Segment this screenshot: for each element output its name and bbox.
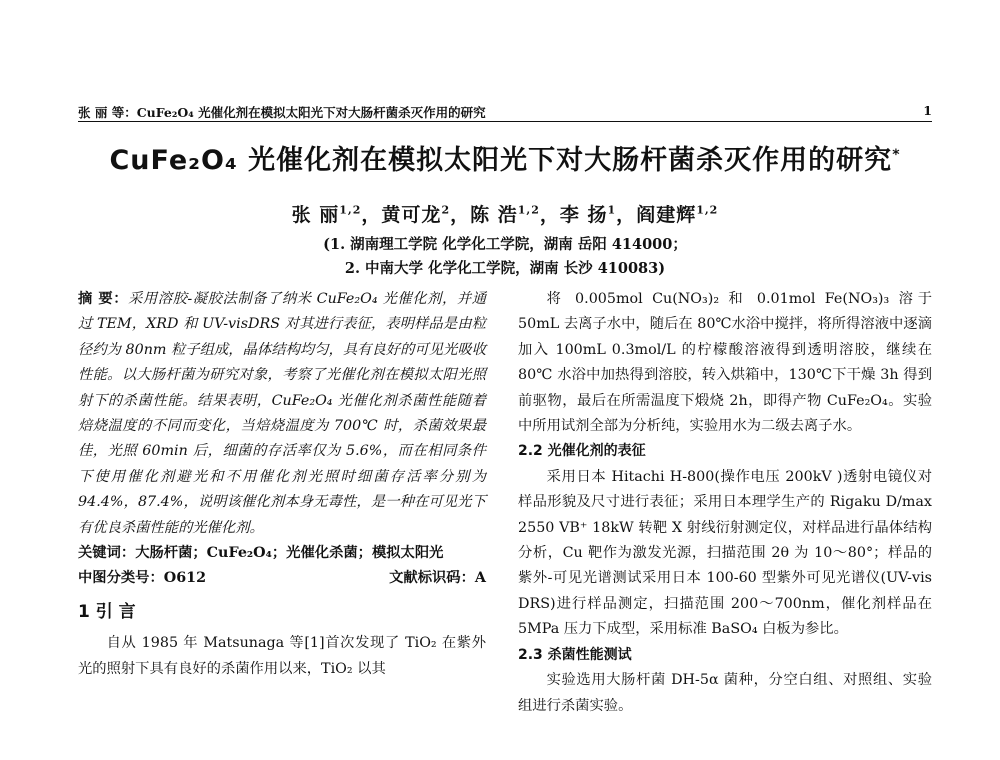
paper-title-text: CuFe₂O₄ 光催化剂在模拟太阳光下对大肠杆菌杀灭作用的研究 xyxy=(109,145,893,176)
author-affiliation-mark: 1,2 xyxy=(339,203,362,217)
keywords-text: 大肠杆菌；CuFe₂O₄；光催化杀菌；模拟太阳光 xyxy=(135,545,444,562)
abstract-text: 采用溶胶-凝胶法制备了纳米 CuFe₂O₄ 光催化剂，并通过 TEM，XRD 和 UV-visDRS 对其进行表征，表明样品是由粒径约为 80nm 粒子组成，晶体结构均匀，具有良好的可见光吸收性能。以大肠杆菌为研究对象，考察了光催化剂在模拟太阳光照射下的杀菌性能。结果表明，CuFe₂O₄ 光催化剂杀菌性能随着焙烧温度的不同而变化，当焙烧温度为 700℃ 时，杀菌效果最佳，光照 60min 后，细菌的存活率仅为 5.6%，而在相同条件下使用催化剂避光和不用催化剂光照时细菌存活率分别为 94.4%，87.4%，说明该催化剂本身无毒性，是一种在可见光下有优良杀菌性能的光催化剂。 xyxy=(78,291,486,536)
running-head xyxy=(78,103,932,121)
intro-paragraph: 自从 1985 年 Matsunaga 等[1]首次发现了 TiO₂ 在紫外光的照射下具有良好的杀菌作用以来，TiO₂ 以其 xyxy=(78,635,486,677)
synthesis-paragraph: 将 0.005mol Cu(NO₃)₂ 和 0.01mol Fe(NO₃)₃ 溶于 50mL 去离子水中，随后在 80℃水浴中搅拌，将所得溶液中逐滴加入 100mL 0.3mol/L 的柠檬酸溶液得到透明溶胶，继续在 80℃ 水浴中加热得到溶胶，转入烘箱中，130℃下干燥 3h 得到前驱物，最后在所需温度下煅烧 2h，即得产物 CuFe₂O₄。实验中所用试剂全部为分析纯，实验用水为二级去离子水。 xyxy=(518,291,932,435)
title-footnote-mark: * xyxy=(892,147,901,163)
classification-line xyxy=(78,566,486,591)
abstract-label: 摘 要： xyxy=(78,291,129,307)
affiliation-2: 2. 中南大学 化学化工学院，湖南 长沙 410083) xyxy=(344,260,666,277)
characterization-paragraph: 采用日本 Hitachi H-800(操作电压 200kV )透射电镜仪对样品形貌及尺寸进行表征；采用日本理学生产的 Rigaku D/max 2550 VB⁺ 18kW 转靶 X 射线衍射测定仪，对样品进行晶体结构分析，Cu 靶作为激发光源，扫描范围 2θ 为 10～80°；样品的紫外-可见光谱测试采用日本 100-60 型紫外可见光谱仪(UV-vis DRS)进行样品测定，扫描范围 200～700nm，催化剂样品在 5MPa 压力下成型，采用标准 BaSO₄ 白板为参比。 xyxy=(518,468,932,638)
running-head-text: 张 丽 等：CuFe₂O₄ 光催化剂在模拟太阳光下对大肠杆菌杀灭作用的研究 xyxy=(78,105,486,120)
abstract xyxy=(78,287,486,541)
author-list: 张 丽$^{1,2}$，黄可龙$^2$，陈 浩$^{1,2}$，李 扬$^1$，阎建辉$^{1,2}$ xyxy=(291,203,719,226)
author-affiliation-mark: 1 xyxy=(607,203,617,217)
author-affiliation-mark: 2 xyxy=(441,203,451,217)
right-column xyxy=(518,287,932,719)
section-heading-2-3: 2.3 杀菌性能测试 xyxy=(518,646,632,663)
classification-value: O612 xyxy=(163,570,207,587)
section-heading-intro: 1 引 言 xyxy=(78,601,136,622)
paper-title xyxy=(78,138,932,177)
author-name: 李 扬 xyxy=(559,204,608,226)
author-affiliation-mark: 1,2 xyxy=(696,203,719,217)
classification-label: 中图分类号： xyxy=(78,570,164,587)
affiliation-1: (1. 湖南理工学院 化学化工学院，湖南 岳阳 414000； xyxy=(323,236,687,253)
bactericidal-test-paragraph: 实验选用大肠杆菌 DH-5α 菌种，分空白组、对照组、实验组进行杀菌实验。 xyxy=(518,672,932,714)
classification-number xyxy=(78,566,206,591)
document-code xyxy=(389,566,486,591)
document-code-value: A xyxy=(474,570,486,587)
keywords xyxy=(78,541,486,566)
author-name: 阎建辉 xyxy=(636,204,697,226)
document-code-label: 文献标识码： xyxy=(389,570,475,587)
section-heading-2-2: 2.2 光催化剂的表征 xyxy=(518,443,646,460)
keywords-label: 关键词： xyxy=(78,545,136,562)
author-name: 黄可龙 xyxy=(381,204,442,226)
author-affiliation-mark: 1,2 xyxy=(517,203,540,217)
author-name: 张 丽 xyxy=(291,204,340,226)
left-column xyxy=(78,287,486,682)
page-number: 1 xyxy=(923,103,932,118)
author-name: 陈 浩 xyxy=(470,204,518,226)
header-rule xyxy=(78,121,932,122)
